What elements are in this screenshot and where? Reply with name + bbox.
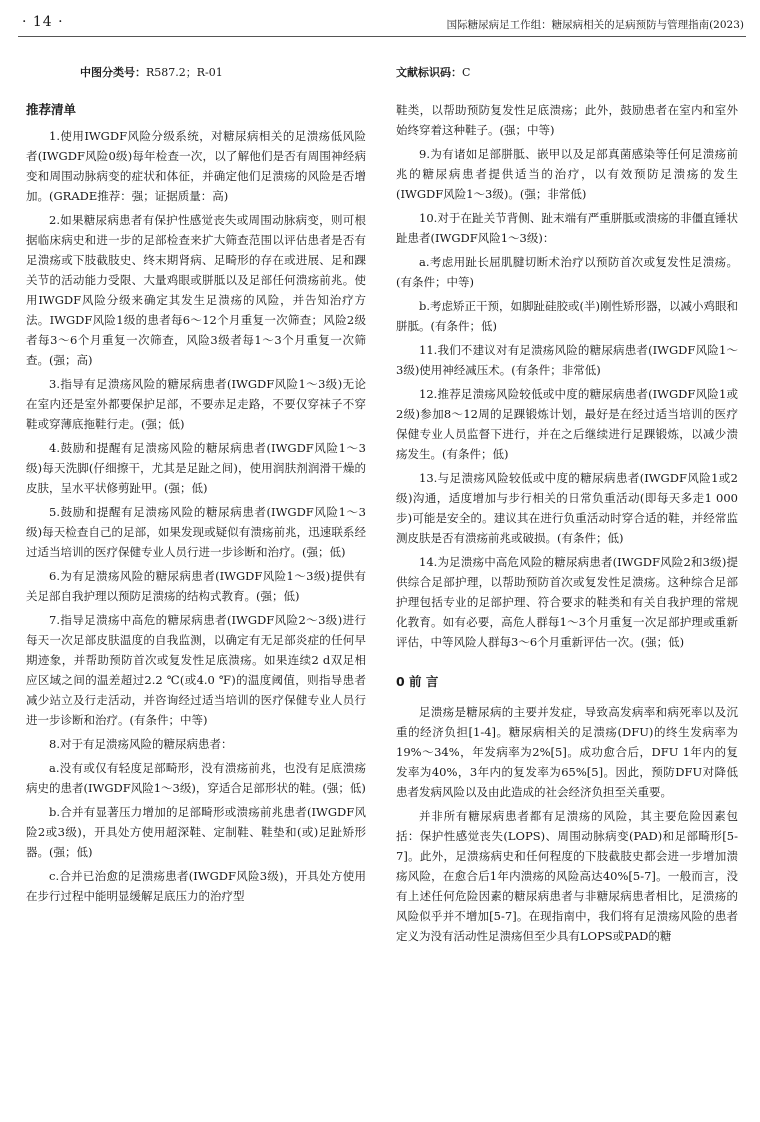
- recommendation-item: 7.指导足溃疡中高危的糖尿病患者(IWGDF风险2～3级)进行每天一次足部皮肤温度的自我监测，以确定有无足部炎症的任何早期迹象，并帮助预防首次或复发性足底溃疡。如果连续2 d双足相应区域之间的温差超过2.2 ℃(或4.0 ℉)的温度阈值，则指导患者减少站立及行走活动，并咨询经过适当培训的医疗保健专业人员行进一步诊断和治疗。(有条件；中等): [26, 613, 366, 727]
- recommendation-subitem: b.合并有显著压力增加的足部畸形或溃疡前兆患者(IWGDF风险2或3级)，开具处方使用超深鞋、定制鞋、鞋垫和(或)足趾矫形器。(强；低): [26, 805, 366, 859]
- page-number: · 14 ·: [22, 14, 64, 30]
- doc-label: 文献标识码：: [396, 66, 462, 79]
- recommendation-subitem: c.合并已治愈的足溃疡患者(IWGDF风险3级)，开具处方使用在步行过程中能明显缓解足底压力的治疗型: [26, 869, 366, 903]
- running-title: 国际糖尿病足工作组：糖尿病相关的足病预防与管理指南(2023): [446, 19, 744, 31]
- recommendations-heading: 推荐清单: [26, 102, 77, 117]
- recommendation-item: 14.为足溃疡中高危风险的糖尿病患者(IWGDF风险2和3级)提供综合足部护理，以帮助预防首次或复发性足溃疡。这种综合足部护理包括专业的足部护理、符合要求的鞋类和有关自我护理的常规化教育。如有必要，高危人群每1～3个月重复一次足部护理或重新评估，中等风险人群每3～6个月重新评估一次。(强；低): [396, 555, 738, 649]
- clc-value: R587.2；R-01: [146, 66, 223, 79]
- document-code: [396, 64, 470, 80]
- recommendation-item: 11.我们不建议对有足溃疡风险的糖尿病患者(IWGDF风险1～3级)使用神经减压术。(有条件；非常低): [396, 343, 738, 377]
- left-column: [26, 100, 366, 910]
- recommendation-subitem: a.没有或仅有轻度足部畸形，没有溃疡前兆，也没有足底溃疡病史的患者(IWGDF风险1～3级)，穿适合足部形状的鞋。(强；低): [26, 761, 366, 795]
- recommendation-item: 2.如果糖尿病患者有保护性感觉丧失或周围动脉病变，则可根据临床病史和进一步的足部检查来扩大筛查范围以评估患者是否有足溃疡或下肢截肢史、终末期肾病、足畸形的存在或进展、足和踝关节的活动能力受限、大量鸡眼或胼胝以及足部任何溃疡前兆。使用IWGDF风险分级来确定其发生足溃疡的风险，并告知治疗方法。IWGDF风险1级的患者每6～12个月重复一次筛查；风险2级者每3～6个月重复一次筛查，风险3级者每1～3个月重复一次筛查。(强；高): [26, 213, 366, 367]
- recommendation-item: 5.鼓励和提醒有足溃疡风险的糖尿病患者(IWGDF风险1～3级)每天检查自己的足部，如果发现或疑似有溃疡前兆，迅速联系经过适当培训的医疗保健专业人员行进一步诊断和治疗。(强；低): [26, 505, 366, 559]
- preface-paragraph: 并非所有糖尿病患者都有足溃疡的风险，其主要危险因素包括：保护性感觉丧失(LOPS)、周围动脉病变(PAD)和足部畸形[5-7]。此外，足溃疡病史和任何程度的下肢截肢史都会进一步增加溃疡风险，在愈合后1年内溃疡的风险高达40%[5-7]。一般而言，没有上述任何危险因素的糖尿病患者与非糖尿病患者相比，足溃疡的风险似乎并不增加[5-7]。在现指南中，我们将有足溃疡风险的患者定义为没有活动性足溃疡但至少具有LOPS或PAD的糖: [396, 809, 738, 943]
- page-header: [0, 0, 760, 40]
- recommendation-item: 9.为有诸如足部胼胝、嵌甲以及足部真菌感染等任何足溃疡前兆的糖尿病患者提供适当的治疗，以有效预防足溃疡的发生(IWGDF风险1～3级)。(强；非常低): [396, 147, 738, 201]
- recommendation-continuation: 鞋类，以帮助预防复发性足底溃疡；此外，鼓励患者在室内和室外始终穿着这种鞋子。(强；中等): [396, 103, 738, 137]
- preface-heading: 0 前 言: [396, 674, 439, 689]
- clc-label: 中图分类号：: [80, 66, 146, 79]
- recommendation-item: 13.与足溃疡风险较低或中度的糖尿病患者(IWGDF风险1或2级)沟通，适度增加与步行相关的日常负重活动(即每天多走1 000步)可能是安全的。建议其在进行负重活动时穿合适的鞋，并经常监测皮肤是否有溃疡前兆或破损。(有条件；低): [396, 471, 738, 545]
- recommendation-subitem: b.考虑矫正干预，如脚趾硅胶或(半)刚性矫形器，以减小鸡眼和胼胝。(有条件；低): [396, 299, 738, 333]
- doc-value: C: [462, 66, 471, 79]
- right-column: [396, 100, 738, 950]
- recommendation-item: 4.鼓励和提醒有足溃疡风险的糖尿病患者(IWGDF风险1～3级)每天洗脚(仔细擦干，尤其是足趾之间)，使用润肤剂润滑干燥的皮肤，呈水平状修剪趾甲。(强；低): [26, 441, 366, 495]
- header-rule: [18, 36, 746, 37]
- recommendation-item: 10.对于在趾关节背侧、趾末端有严重胼胝或溃疡的非僵直锤状趾患者(IWGDF风险1～3级)：: [396, 211, 738, 245]
- recommendation-item: 6.为有足溃疡风险的糖尿病患者(IWGDF风险1～3级)提供有关足部自我护理以预防足溃疡的结构式教育。(强；低): [26, 569, 366, 603]
- recommendation-item: 3.指导有足溃疡风险的糖尿病患者(IWGDF风险1～3级)无论在室内还是室外都要保护足部，不要赤足走路，不要仅穿袜子不穿鞋或穿薄底拖鞋行走。(强；低): [26, 377, 366, 431]
- clc-number: [80, 64, 223, 80]
- recommendation-item: 8.对于有足溃疡风险的糖尿病患者：: [49, 737, 233, 751]
- recommendation-item: 12.推荐足溃疡风险较低或中度的糖尿病患者(IWGDF风险1或2级)参加8～12周的足踝锻炼计划，最好是在经过适当培训的医疗保健专业人员监督下进行，并在之后继续进行足踝锻炼，以减少溃疡发生。(有条件；低): [396, 387, 738, 461]
- recommendation-item: 1.使用IWGDF风险分级系统，对糖尿病相关的足溃疡低风险者(IWGDF风险0级)每年检查一次，以了解他们是否有周围神经病变和周围动脉病变的症状和体征，并确定他们足溃疡的风险是否增加。(GRADE推荐：强；证据质量：高): [26, 129, 366, 203]
- preface-paragraph: 足溃疡是糖尿病的主要并发症，导致高发病率和病死率以及沉重的经济负担[1-4]。糖尿病相关的足溃疡(DFU)的终生发病率为19%～34%，年发病率为2%[5]。成功愈合后，DFU 1年内的复发率为40%，3年内的复发率为65%[5]。因此，预防DFU对降低患者发病风险以及由此造成的社会经济负担至关重要。: [396, 705, 738, 799]
- recommendation-subitem: a.考虑用趾长屈肌腱切断术治疗以预防首次或复发性足溃疡。(有条件；中等): [396, 255, 738, 289]
